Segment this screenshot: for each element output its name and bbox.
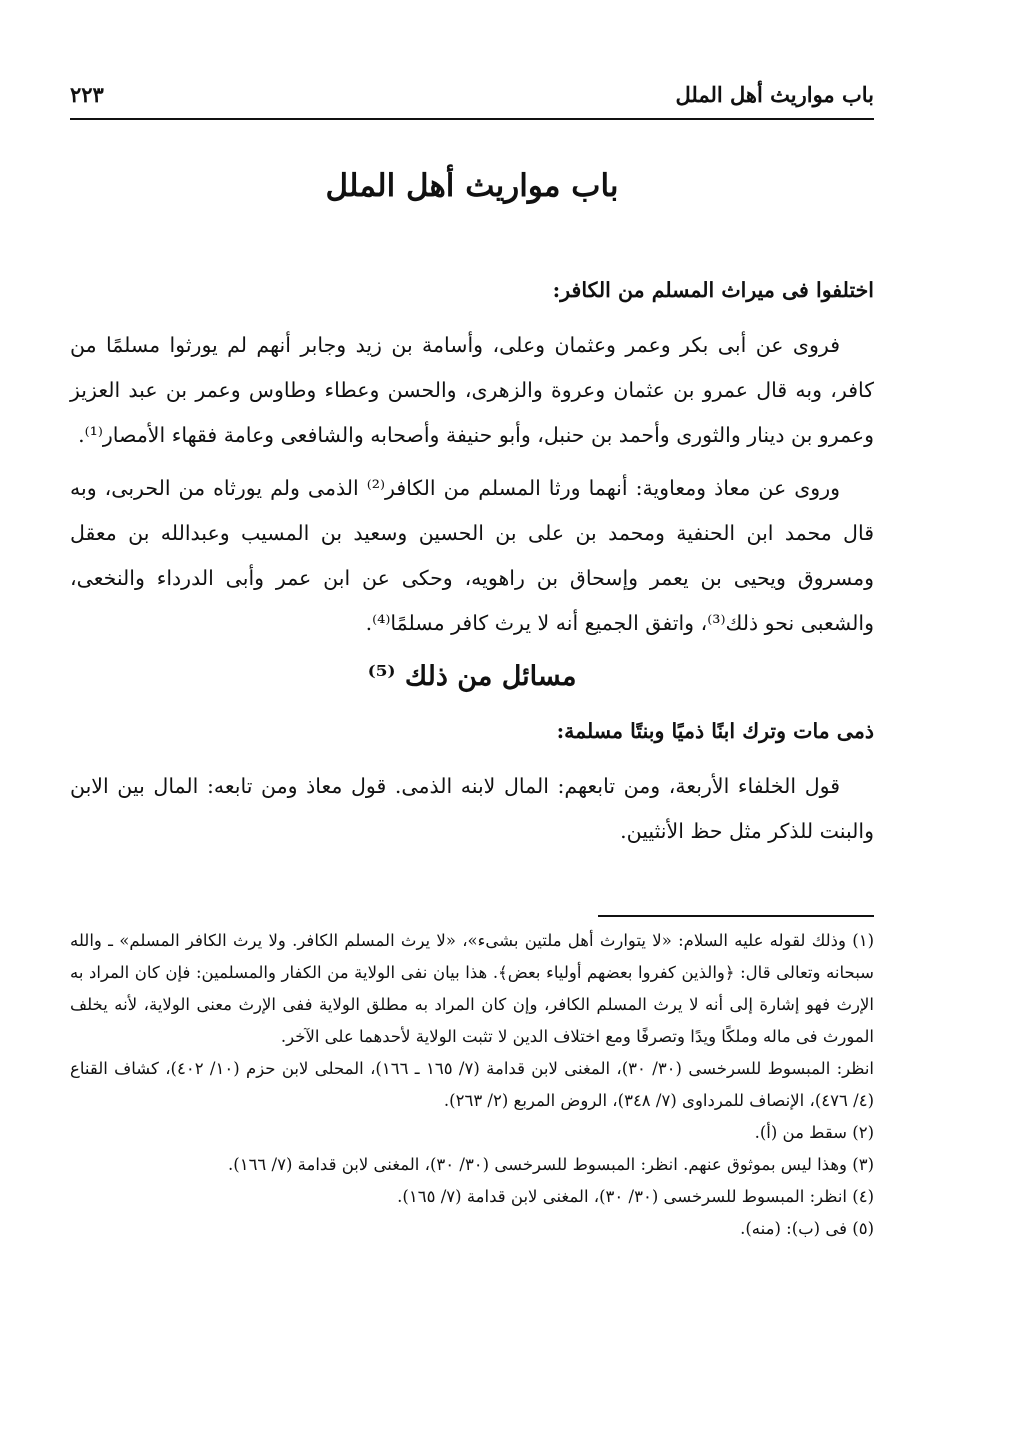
footnote-1-references: انظر: المبسوط للسرخسى (٣٠/ ٣٠)، المغنى لابن قدامة (٧/ ١٦٥ ـ ١٦٦)، المحلى لابن حزم (١٠/ ٤٠٢)، كشاف القناع (٤/ ٤٧٦)، الإنصاف للمرداوى (٧/ ٣٤٨)، الروض المربع (٢/ ٢٦٣). <box>70 1059 874 1110</box>
footnote-3: (٣) وهذا ليس بموثوق عنهم. انظر: المبسوط للسرخسى (٣٠/ ٣٠)، المغنى لابن قدامة (٧/ ١٦٦). <box>228 1155 874 1174</box>
chapter-title: باب مواريث أهل الملل <box>325 168 619 204</box>
paragraph-1: فروى عن أبى بكر وعمر وعثمان وعلى، وأسامة بن زيد وجابر أنهم لم يورثوا مسلمًا من كافر، وبه قال عمرو بن عثمان وعروة والزهرى، والحسن وعطاء وطاوس وعمر بن عبد العزيز وعمرو بن دينار والثورى وأحمد بن حنبل، وأبو حنيفة وأصحابه والشافعى وعامة فقهاء الأمصار⁽¹⁾. <box>70 333 874 447</box>
footnote-1: (١) وذلك لقوله عليه السلام: «لا يتوارث أهل ملتين بشىء»، «لا يرث المسلم الكافر. ولا يرث الكافر المسلم» ـ والله سبحانه وتعالى قال: ﴿والذين كفروا بعضهم أولياء بعض﴾. هذا بيان نفى الولاية من الكفار والمسلمين: فإن كان المراد به الإرث فهو إشارة إلى أنه لا يرث المسلم الكافر، وإن كان المراد به مطلق الولاية ففى الإرث معنى الولاية، لأنه يخلف المورث فى ماله وملكًا ويدًا وتصرفًا ومع اختلاف الدين لا تثبت الولاية لأحدهما على الآخر. <box>70 931 874 1046</box>
paragraph-2: وروى عن معاذ ومعاوية: أنهما ورثا المسلم من الكافر⁽²⁾ الذمى ولم يورثاه من الحربى، وبه قال محمد ابن الحنفية ومحمد بن على بن الحسين وسعيد بن المسيب وعبدالله بن معقل ومسروق ويحيى بن يعمر وإسحاق بن راهويه، وحكى عن ابن عمر وأبى الدرداء والنخعى، والشعبى نحو ذلك⁽³⁾، واتفق الجميع أنه لا يرث كافر مسلمًا⁽⁴⁾. <box>70 476 874 635</box>
footnote-4: (٤) انظر: المبسوط للسرخسى (٣٠/ ٣٠)، المغنى لابن قدامة (٧/ ١٦٥). <box>397 1187 874 1206</box>
running-title: باب مواريث أهل الملل <box>675 82 874 107</box>
case-heading: ذمى مات وترك ابنًا ذميًا وبنتًا مسلمة: <box>556 719 874 743</box>
footnote-5: (٥) فى (ب): (منه). <box>740 1219 874 1238</box>
footnote-divider <box>598 915 874 917</box>
page-number: ٢٢٣ <box>70 82 104 107</box>
paragraph-3: قول الخلفاء الأربعة، ومن تابعهم: المال لابنه الذمى. قول معاذ ومن تابعه: المال بين الابن والبنت للذكر مثل حظ الأنثيين. <box>70 774 874 843</box>
topic-heading: اختلفوا فى ميراث المسلم من الكافر: <box>552 278 874 302</box>
footnotes <box>70 925 874 1245</box>
running-header <box>70 78 874 120</box>
footnote-2: (٢) سقط من (أ). <box>754 1123 874 1142</box>
main-text <box>70 268 874 862</box>
section-heading: مسائل من ذلك ⁽⁵⁾ <box>367 661 577 692</box>
